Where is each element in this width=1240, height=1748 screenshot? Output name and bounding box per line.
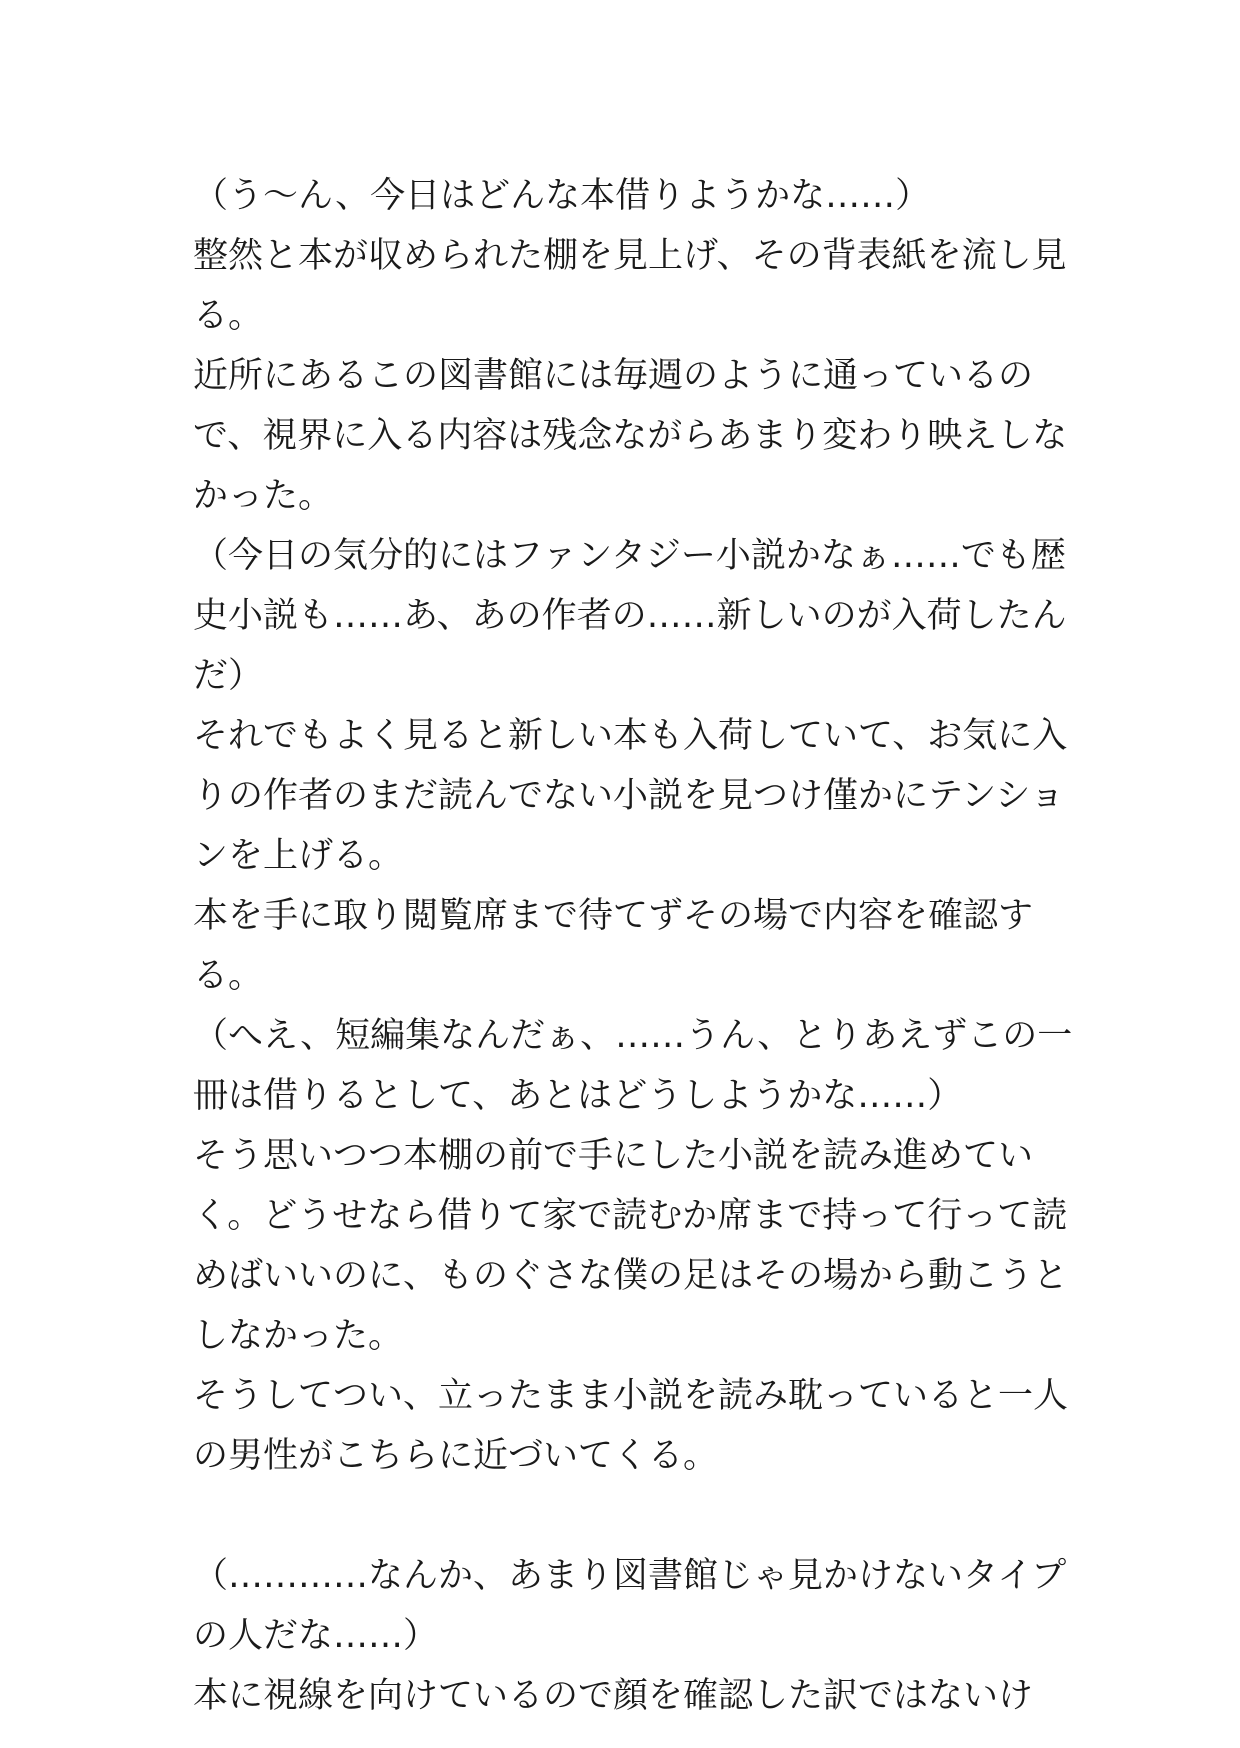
text-line: めばいいのに、ものぐさな僕の足はその場から動こうと	[193, 1256, 1069, 1296]
text-line: （う〜ん、今日はどんな本借りようかな……）	[193, 176, 931, 216]
text-line: （今日の気分的にはファンタジー小説かなぁ……でも歴	[193, 536, 1066, 576]
text-line: そう思いつつ本棚の前で手にした小説を読み進めてい	[193, 1136, 1034, 1176]
text-line: 整然と本が収められた棚を見上げ、その背表紙を流し見	[193, 236, 1067, 276]
text-line: 冊は借りるとして、あとはどうしようかな……）	[193, 1076, 963, 1116]
text-line: で、視界に入る内容は残念ながらあまり変わり映えしな	[193, 416, 1068, 456]
text-line: 史小説も……あ、あの作者の……新しいのが入荷したん	[193, 596, 1067, 636]
text-line: そうしてつい、立ったまま小説を読み耽っていると一人	[193, 1376, 1069, 1416]
text-line: の男性がこちらに近づいてくる。	[193, 1436, 719, 1476]
text-line: （…………なんか、あまり図書館じゃ見かけないタイプ	[193, 1556, 1067, 1596]
text-line: りの作者のまだ読んでない小説を見つけ僅かにテンショ	[193, 776, 1065, 816]
body-text	[193, 166, 1073, 1726]
text-line: しなかった。	[193, 1316, 404, 1356]
text-line: の人だな……）	[193, 1616, 439, 1656]
text-line: ンを上げる。	[193, 836, 404, 876]
blank-line	[193, 1486, 1073, 1546]
text-line: 近所にあるこの図書館には毎週のように通っているの	[193, 356, 1034, 396]
text-line: る。	[193, 956, 264, 996]
text-line: かった。	[193, 476, 334, 516]
text-line: く。どうせなら借りて家で読むか席まで持って行って読	[193, 1196, 1068, 1236]
text-line: それでもよく見ると新しい本も入荷していて、お気に入	[193, 716, 1068, 756]
text-line: 本に視線を向けているので顔を確認した訳ではないけ	[193, 1676, 1034, 1716]
text-line: 本を手に取り閲覧席まで待てずその場で内容を確認す	[193, 896, 1034, 936]
text-line: （へえ、短編集なんだぁ、……うん、とりあえずこの一	[193, 1016, 1073, 1056]
text-line: る。	[193, 296, 264, 336]
text-line: だ）	[193, 656, 264, 696]
